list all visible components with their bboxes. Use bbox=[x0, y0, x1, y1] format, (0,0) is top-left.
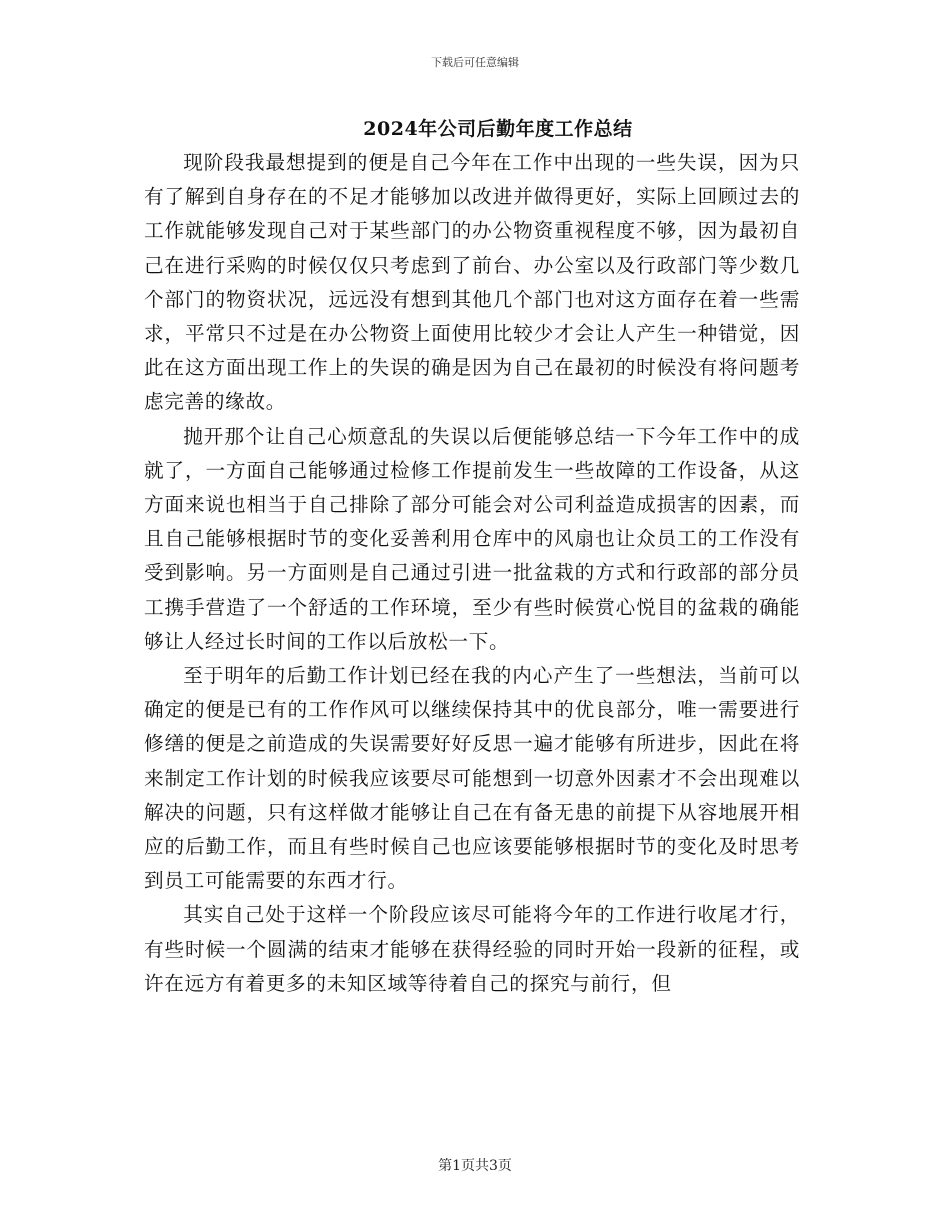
document-body bbox=[144, 146, 800, 1001]
paragraph-1: 现阶段我最想提到的便是自己今年在工作中出现的一些失误，因为只有了解到自身存在的不足才能够加以改进并做得更好，实际上回顾过去的工作就能够发现自己对于某些部门的办公物资重视程度不够，因为最初自己在进行采购的时候仅仅只考虑到了前台、办公室以及行政部门等少数几个部门的物资状况，远远没有想到其他几个部门也对这方面存在着一些需求，平常只不过是在办公物资上面使用比较少才会让人产生一种错觉，因此在这方面出现工作上的失误的确是因为自己在最初的时候没有将问题考虑完善的缘故。 bbox=[144, 151, 800, 414]
document-title: 2024年公司后勤年度工作总结 bbox=[363, 118, 633, 140]
paragraph-3: 至于明年的后勤工作计划已经在我的内心产生了一些想法，当前可以确定的便是已有的工作作风可以继续保持其中的优良部分，唯一需要进行修缮的便是之前造成的失误需要好好反思一遍才能够有所进步，因此在将来制定工作计划的时候我应该要尽可能想到一切意外因素才不会出现难以解决的问题，只有这样做才能够让自己在有备无患的前提下从容地展开相应的后勤工作，而且有些时候自己也应该要能够根据时节的变化及时思考到员工可能需要的东西才行。 bbox=[144, 664, 800, 893]
page-header-note: 下载后可任意编辑 bbox=[431, 56, 519, 69]
page-number: 第1页共3页 bbox=[438, 1158, 512, 1174]
paragraph-4: 其实自己处于这样一个阶段应该尽可能将今年的工作进行收尾才行，有些时候一个圆满的结束才能够在获得经验的同时开始一段新的征程，或许在远方有着更多的未知区域等待着自己的探究与前行，但 bbox=[144, 903, 800, 995]
paragraph-2: 抛开那个让自己心烦意乱的失误以后便能够总结一下今年工作中的成就了，一方面自己能够通过检修工作提前发生一些故障的工作设备，从这方面来说也相当于自己排除了部分可能会对公司利益造成损害的因素，而且自己能够根据时节的变化妥善利用仓库中的风扇也让众员工的工作没有受到影响。另一方面则是自己通过引进一批盆栽的方式和行政部的部分员工携手营造了一个舒适的工作环境，至少有些时候赏心悦目的盆栽的确能够让人经过长时间的工作以后放松一下。 bbox=[144, 424, 800, 653]
